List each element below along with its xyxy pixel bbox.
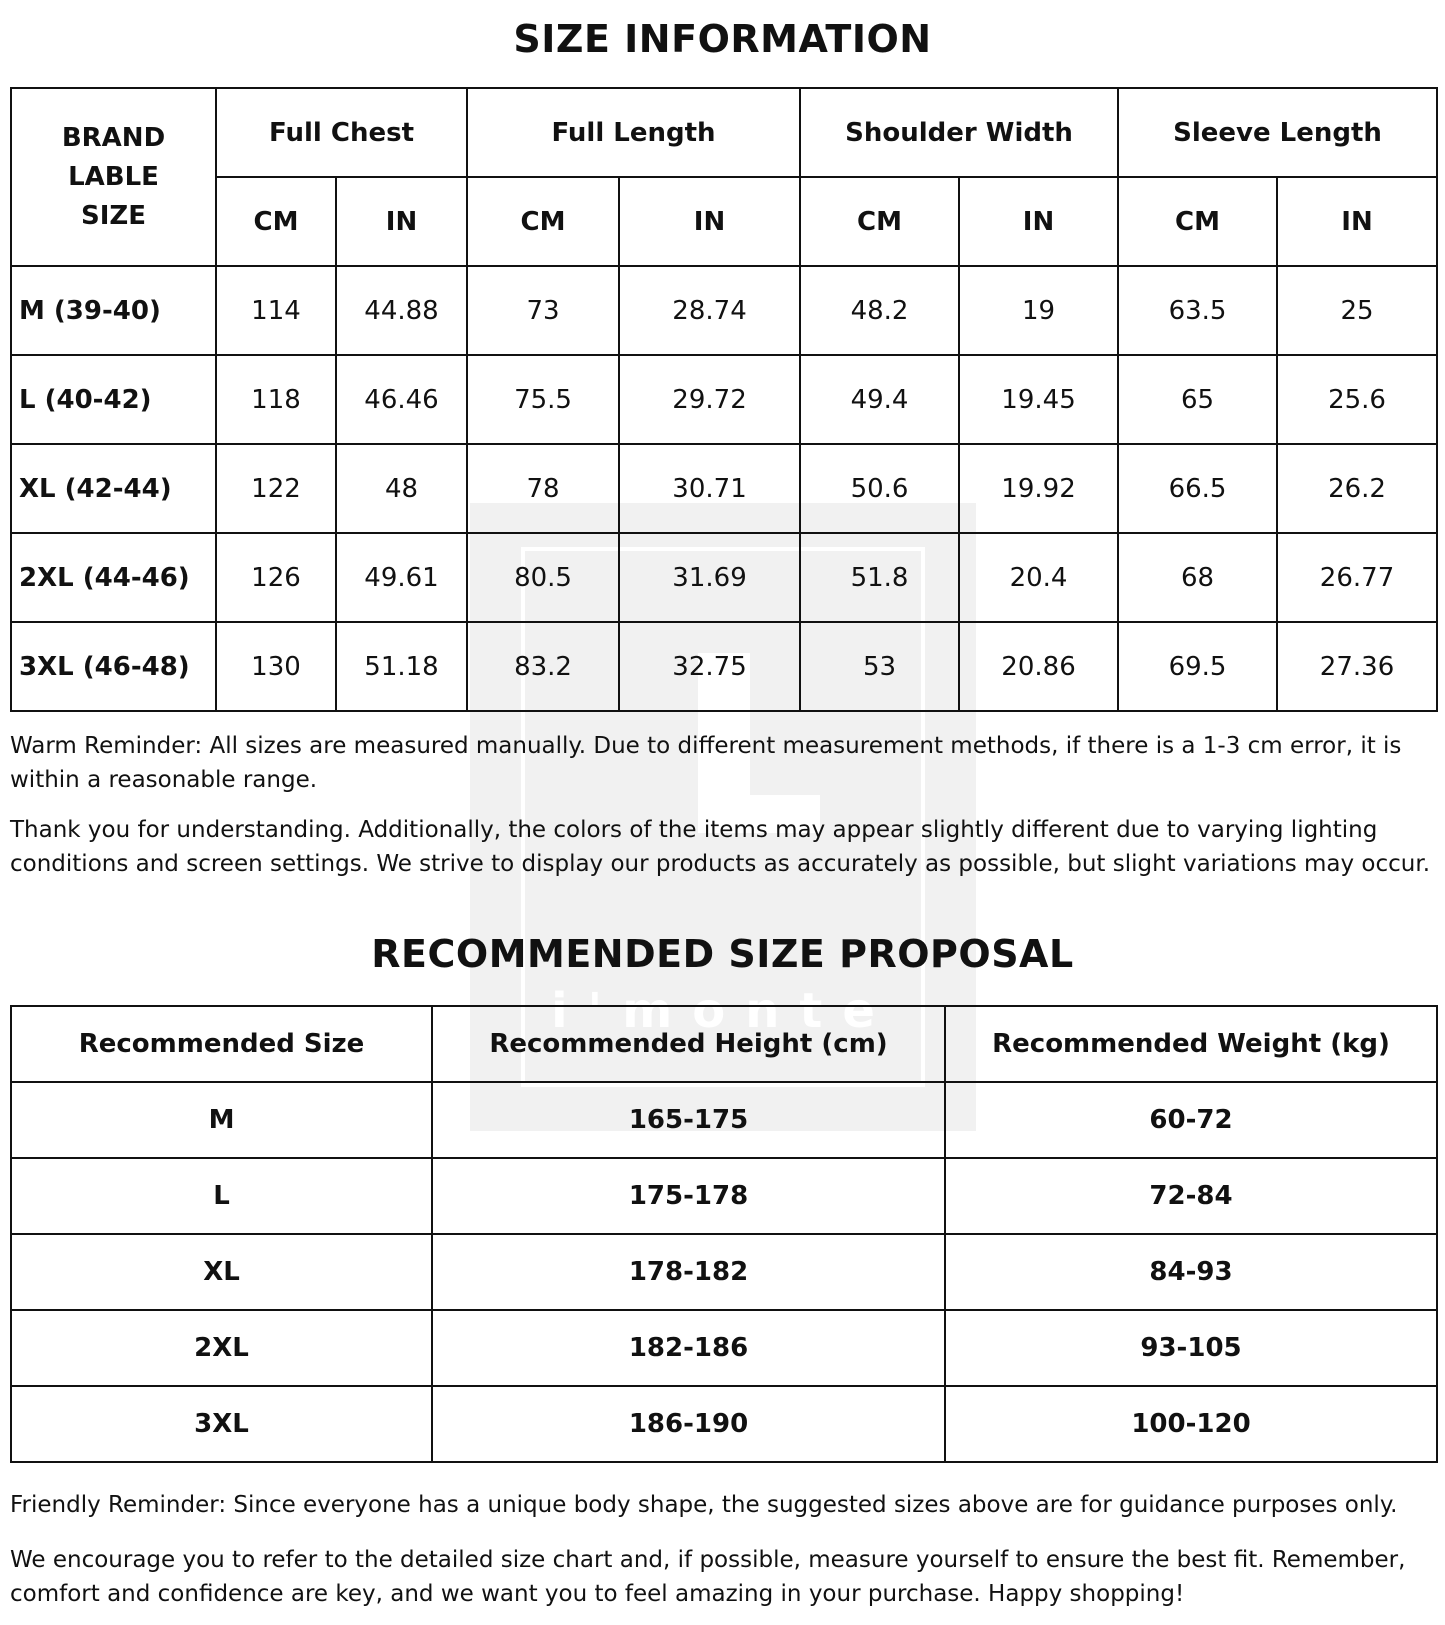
size-label: L (40-42) — [11, 355, 216, 444]
unit-header-in: IN — [619, 177, 800, 266]
table-row — [11, 622, 1437, 711]
length-cm-value: 73 — [467, 266, 619, 355]
friendly-reminder-note: Friendly Reminder: Since everyone has a unique body shape, the suggested sizes above are for guidance purposes only. — [10, 1492, 1398, 1518]
unit-header-in: IN — [336, 177, 467, 266]
unit-header-in: IN — [1277, 177, 1437, 266]
chest-in-value: 51.18 — [336, 622, 467, 711]
sleeve-in-value: 26.77 — [1277, 533, 1437, 622]
brand-header-line: LABLE — [68, 161, 159, 192]
shoulder-cm-value: 48.2 — [800, 266, 959, 355]
unit-header-cm: CM — [216, 177, 336, 266]
chest-in-value: 49.61 — [336, 533, 467, 622]
shoulder-in-value: 19.92 — [959, 444, 1118, 533]
recommended-weight-value: 72-84 — [945, 1158, 1437, 1234]
size-table-group-header-row — [11, 88, 1437, 177]
brand-header-line: SIZE — [80, 200, 146, 231]
table-row — [11, 1158, 1437, 1234]
sleeve-length-header: Sleeve Length — [1118, 88, 1437, 177]
length-in-value: 32.75 — [619, 622, 800, 711]
sleeve-cm-value: 66.5 — [1118, 444, 1277, 533]
length-cm-value: 78 — [467, 444, 619, 533]
recommended-size-value: 3XL — [11, 1386, 432, 1462]
length-in-value: 28.74 — [619, 266, 800, 355]
recommended-size-value: M — [11, 1082, 432, 1158]
recommended-size-table — [10, 1005, 1438, 1463]
chest-in-value: 44.88 — [336, 266, 467, 355]
table-row — [11, 1234, 1437, 1310]
recommended-weight-value: 60-72 — [945, 1082, 1437, 1158]
length-cm-value: 83.2 — [467, 622, 619, 711]
full-chest-header: Full Chest — [216, 88, 467, 177]
chest-cm-value: 130 — [216, 622, 336, 711]
length-in-value: 29.72 — [619, 355, 800, 444]
size-label: XL (42-44) — [11, 444, 216, 533]
recommended-height-value: 165-175 — [432, 1082, 945, 1158]
recommended-height-value: 186-190 — [432, 1386, 945, 1462]
table-row — [11, 355, 1437, 444]
table-row — [11, 266, 1437, 355]
sleeve-cm-value: 69.5 — [1118, 622, 1277, 711]
table-row — [11, 1386, 1437, 1462]
sleeve-in-value: 25 — [1277, 266, 1437, 355]
table-row — [11, 444, 1437, 533]
length-cm-value: 75.5 — [467, 355, 619, 444]
shoulder-cm-value: 53 — [800, 622, 959, 711]
recommended-size-title: RECOMMENDED SIZE PROPOSAL — [371, 932, 1074, 976]
size-label: M (39-40) — [11, 266, 216, 355]
chest-cm-value: 114 — [216, 266, 336, 355]
table-row — [11, 1082, 1437, 1158]
chest-in-value: 48 — [336, 444, 467, 533]
length-cm-value: 80.5 — [467, 533, 619, 622]
shoulder-in-value: 20.4 — [959, 533, 1118, 622]
sleeve-in-value: 27.36 — [1277, 622, 1437, 711]
recommended-size-value: L — [11, 1158, 432, 1234]
recommended-size-header: Recommended Size — [11, 1006, 432, 1082]
shoulder-cm-value: 50.6 — [800, 444, 959, 533]
thank-you-note: Thank you for understanding. Additionally, the colors of the items may appear slightly different due to varying lighting conditions and screen settings. We strive to display our products as accurately as possible, but slight variations may occur. — [10, 817, 1431, 877]
recommended-height-value: 178-182 — [432, 1234, 945, 1310]
brand-header-line: BRAND — [61, 122, 166, 153]
shoulder-width-header: Shoulder Width — [800, 88, 1118, 177]
length-in-value: 30.71 — [619, 444, 800, 533]
shoulder-in-value: 19.45 — [959, 355, 1118, 444]
unit-header-cm: CM — [800, 177, 959, 266]
chest-cm-value: 122 — [216, 444, 336, 533]
recommended-header-row — [11, 1006, 1437, 1082]
shoulder-cm-value: 49.4 — [800, 355, 959, 444]
sleeve-in-value: 25.6 — [1277, 355, 1437, 444]
size-label: 2XL (44-46) — [11, 533, 216, 622]
length-in-value: 31.69 — [619, 533, 800, 622]
encouragement-note: We encourage you to refer to the detailed size chart and, if possible, measure yourself to ensure the best fit. Remember, comfort and confidence are key, and we want you to feel amazing in your purchase. Happy shopping! — [10, 1547, 1406, 1607]
watermark-brand-text: i'monte — [551, 983, 895, 1039]
shoulder-in-value: 19 — [959, 266, 1118, 355]
sleeve-in-value: 26.2 — [1277, 444, 1437, 533]
chest-cm-value: 118 — [216, 355, 336, 444]
size-information-title: SIZE INFORMATION — [513, 17, 932, 61]
recommended-height-value: 175-178 — [432, 1158, 945, 1234]
shoulder-in-value: 20.86 — [959, 622, 1118, 711]
unit-header-in: IN — [959, 177, 1118, 266]
table-row — [11, 1310, 1437, 1386]
recommended-weight-header: Recommended Weight (kg) — [945, 1006, 1437, 1082]
shoulder-cm-value: 51.8 — [800, 533, 959, 622]
recommended-height-value: 182-186 — [432, 1310, 945, 1386]
recommended-height-header: Recommended Height (cm) — [432, 1006, 945, 1082]
recommended-weight-value: 100-120 — [945, 1386, 1437, 1462]
chest-cm-value: 126 — [216, 533, 336, 622]
sleeve-cm-value: 63.5 — [1118, 266, 1277, 355]
recommended-size-value: 2XL — [11, 1310, 432, 1386]
chest-in-value: 46.46 — [336, 355, 467, 444]
size-table-unit-header-row — [11, 177, 1437, 266]
unit-header-cm: CM — [1118, 177, 1277, 266]
size-information-table — [10, 87, 1438, 712]
sleeve-cm-value: 65 — [1118, 355, 1277, 444]
warm-reminder-note: Warm Reminder: All sizes are measured manually. Due to different measurement methods, if there is a 1-3 cm error, it is within a reasonable range. — [10, 733, 1402, 793]
brand-label-size-header — [11, 88, 216, 266]
recommended-size-value: XL — [11, 1234, 432, 1310]
recommended-weight-value: 93-105 — [945, 1310, 1437, 1386]
unit-header-cm: CM — [467, 177, 619, 266]
sleeve-cm-value: 68 — [1118, 533, 1277, 622]
full-length-header: Full Length — [467, 88, 800, 177]
recommended-weight-value: 84-93 — [945, 1234, 1437, 1310]
table-row — [11, 533, 1437, 622]
size-label: 3XL (46-48) — [11, 622, 216, 711]
